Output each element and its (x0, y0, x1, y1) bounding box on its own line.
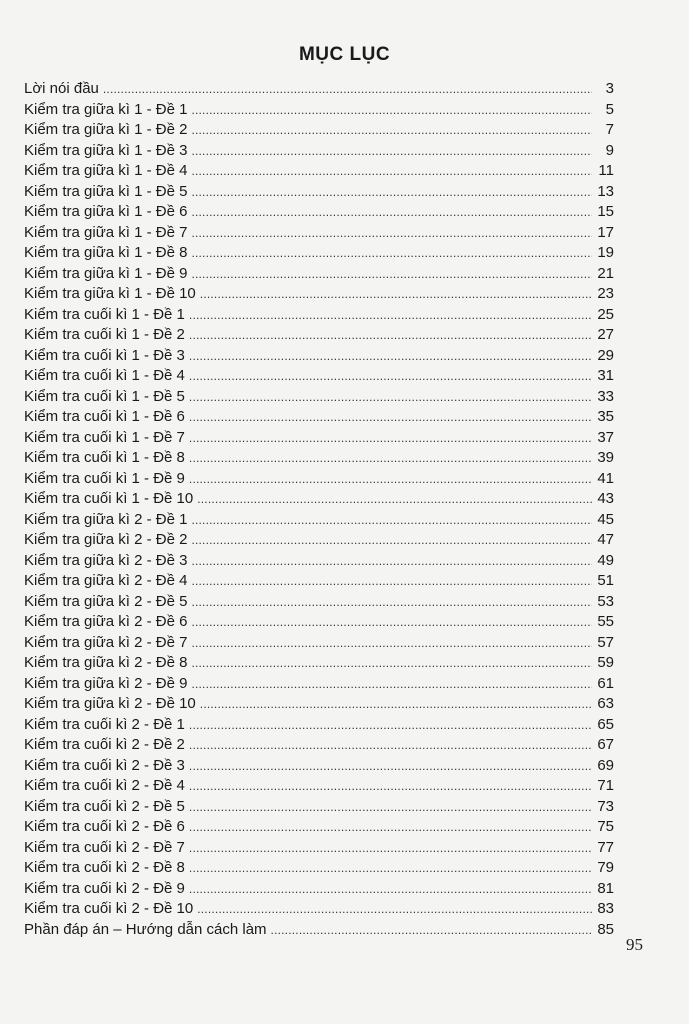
toc-entry (24, 182, 614, 203)
toc-entry-label: Kiểm tra cuối kì 2 - Đề 7 (24, 838, 185, 856)
toc-entry-label: Kiểm tra cuối kì 1 - Đề 5 (24, 387, 185, 405)
toc-entry-page: 77 (597, 838, 614, 856)
toc-entry-page: 25 (597, 305, 614, 323)
toc-entry-page: 85 (597, 920, 614, 938)
dot-leader (191, 202, 592, 223)
toc-entry-page: 3 (605, 80, 614, 97)
dot-leader (191, 510, 592, 531)
dot-leader (189, 428, 592, 449)
toc-entry-label: Kiểm tra giữa kì 2 - Đề 6 (24, 613, 188, 630)
table-of-contents (24, 79, 614, 940)
toc-entry-label: Kiểm tra cuối kì 1 - Đề 4 (24, 367, 185, 384)
toc-entry (24, 305, 614, 326)
toc-entry-label: Kiểm tra cuối kì 1 - Đề 10 (24, 490, 194, 507)
dot-leader (191, 653, 592, 674)
toc-entry (24, 920, 614, 941)
dot-leader (197, 489, 592, 510)
toc-entry (24, 817, 614, 838)
toc-entry-page: 5 (605, 100, 614, 118)
toc-entry (24, 551, 614, 572)
toc-entry (24, 797, 614, 818)
dot-leader (191, 243, 592, 264)
toc-entry-label: Kiểm tra cuối kì 2 - Đề 4 (24, 777, 185, 794)
toc-entry (24, 489, 614, 510)
toc-entry (24, 428, 614, 449)
toc-entry-page: 45 (597, 510, 614, 528)
toc-entry-label: Kiểm tra cuối kì 2 - Đề 9 (24, 879, 185, 897)
dot-leader (191, 674, 592, 695)
toc-entry-label: Kiểm tra giữa kì 2 - Đề 1 (24, 510, 188, 528)
toc-entry-page: 21 (597, 264, 614, 282)
toc-entry (24, 264, 614, 285)
toc-entry (24, 858, 614, 879)
toc-entry-label: Kiểm tra cuối kì 2 - Đề 3 (24, 756, 185, 774)
toc-entry-page: 69 (597, 756, 614, 774)
toc-entry-label: Kiểm tra cuối kì 2 - Đề 10 (24, 900, 194, 917)
toc-entry-label: Kiểm tra cuối kì 1 - Đề 6 (24, 408, 185, 425)
toc-entry-page: 13 (597, 182, 614, 200)
toc-entry (24, 653, 614, 674)
toc-entry-label: Kiểm tra giữa kì 2 - Đề 2 (24, 531, 188, 548)
dot-leader (189, 387, 592, 408)
toc-entry-label: Kiểm tra giữa kì 2 - Đề 4 (24, 572, 188, 589)
toc-entry-page: 37 (597, 428, 614, 446)
toc-entry (24, 510, 614, 531)
toc-entry-page: 67 (597, 736, 614, 753)
toc-entry (24, 571, 614, 592)
toc-entry (24, 448, 614, 469)
toc-entry (24, 161, 614, 182)
toc-entry-label: Kiểm tra giữa kì 1 - Đề 4 (24, 162, 188, 179)
toc-entry-label: Kiểm tra giữa kì 1 - Đề 5 (24, 182, 188, 200)
dot-leader (189, 448, 592, 469)
toc-entry (24, 612, 614, 633)
dot-leader (191, 633, 592, 654)
toc-entry-page: 23 (597, 285, 614, 302)
toc-entry-page: 39 (597, 449, 614, 466)
toc-entry-label: Kiểm tra giữa kì 2 - Đề 7 (24, 633, 188, 651)
dot-leader (189, 366, 592, 387)
toc-entry (24, 407, 614, 428)
toc-entry (24, 899, 614, 920)
toc-entry (24, 694, 614, 715)
toc-entry-page: 57 (597, 633, 614, 651)
toc-entry (24, 325, 614, 346)
toc-entry (24, 387, 614, 408)
toc-entry-page: 75 (597, 818, 614, 835)
toc-entry-page: 33 (597, 387, 614, 405)
toc-entry (24, 141, 614, 162)
dot-leader (189, 797, 592, 818)
toc-entry (24, 243, 614, 264)
toc-entry (24, 879, 614, 900)
toc-entry-label: Kiểm tra cuối kì 2 - Đề 8 (24, 859, 185, 876)
toc-entry-page: 27 (597, 326, 614, 343)
page-number: 95 (626, 935, 643, 954)
toc-entry-label: Kiểm tra giữa kì 2 - Đề 3 (24, 551, 188, 569)
toc-entry-page: 7 (605, 121, 614, 138)
toc-entry-page: 65 (597, 715, 614, 733)
toc-entry-label: Kiểm tra giữa kì 2 - Đề 9 (24, 674, 188, 692)
toc-entry (24, 469, 614, 490)
toc-entry-page: 29 (597, 346, 614, 364)
toc-entry-label: Kiểm tra giữa kì 1 - Đề 1 (24, 100, 188, 118)
toc-entry-page: 59 (597, 654, 614, 671)
toc-entry-page: 15 (597, 203, 614, 220)
toc-entry (24, 79, 614, 100)
toc-entry-page: 19 (597, 244, 614, 261)
toc-entry-page: 53 (597, 592, 614, 610)
toc-entry-page: 73 (597, 797, 614, 815)
dot-leader (189, 715, 592, 736)
toc-entry-label: Kiểm tra giữa kì 1 - Đề 6 (24, 203, 188, 220)
dot-leader (191, 182, 592, 203)
dot-leader (191, 551, 592, 572)
toc-entry-label: Kiểm tra cuối kì 2 - Đề 6 (24, 818, 185, 835)
dot-leader (191, 530, 592, 551)
toc-entry-page: 55 (597, 613, 614, 630)
dot-leader (191, 571, 592, 592)
toc-entry (24, 592, 614, 613)
dot-leader (197, 899, 592, 920)
toc-entry-page: 83 (597, 900, 614, 917)
dot-leader (200, 694, 592, 715)
dot-leader (191, 612, 592, 633)
dot-leader (271, 920, 592, 941)
toc-entry-page: 61 (597, 674, 614, 692)
toc-entry-label: Kiểm tra giữa kì 1 - Đề 7 (24, 223, 188, 241)
dot-leader (189, 346, 592, 367)
dot-leader (191, 161, 592, 182)
toc-entry-label: Kiểm tra cuối kì 1 - Đề 9 (24, 469, 185, 487)
toc-entry-page: 9 (605, 141, 614, 159)
dot-leader (189, 305, 592, 326)
toc-entry-page: 31 (597, 367, 614, 384)
dot-leader (200, 284, 592, 305)
toc-entry-label: Kiểm tra giữa kì 1 - Đề 9 (24, 264, 188, 282)
toc-entry-page: 47 (597, 531, 614, 548)
toc-entry-page: 17 (597, 223, 614, 241)
dot-leader (189, 858, 592, 879)
toc-entry-label: Kiểm tra cuối kì 2 - Đề 2 (24, 736, 185, 753)
toc-entry (24, 100, 614, 121)
toc-entry (24, 735, 614, 756)
toc-entry-label: Kiểm tra cuối kì 1 - Đề 7 (24, 428, 185, 446)
dot-leader (189, 756, 592, 777)
toc-entry-page: 49 (597, 551, 614, 569)
dot-leader (191, 141, 592, 162)
dot-leader (189, 776, 592, 797)
toc-entry-label: Kiểm tra giữa kì 1 - Đề 2 (24, 121, 188, 138)
toc-entry (24, 633, 614, 654)
dot-leader (191, 264, 592, 285)
dot-leader (191, 120, 592, 141)
toc-entry-label: Lời nói đầu (24, 80, 99, 97)
dot-leader (189, 735, 592, 756)
toc-entry-label: Kiểm tra giữa kì 2 - Đề 10 (24, 695, 196, 712)
toc-entry-label: Kiểm tra cuối kì 1 - Đề 8 (24, 449, 185, 466)
dot-leader (191, 100, 592, 121)
dot-leader (189, 879, 592, 900)
toc-entry-page: 51 (597, 572, 614, 589)
toc-entry-page: 35 (597, 408, 614, 425)
toc-entry-label: Kiểm tra giữa kì 1 - Đề 10 (24, 285, 196, 302)
toc-entry-label: Kiểm tra cuối kì 1 - Đề 3 (24, 346, 185, 364)
toc-entry-label: Phần đáp án – Hướng dẫn cách làm (24, 920, 267, 938)
toc-entry-label: Kiểm tra giữa kì 2 - Đề 8 (24, 654, 188, 671)
toc-entry (24, 366, 614, 387)
toc-entry-page: 43 (597, 490, 614, 507)
toc-entry-label: Kiểm tra giữa kì 1 - Đề 3 (24, 141, 188, 159)
toc-entry (24, 223, 614, 244)
toc-entry-label: Kiểm tra cuối kì 1 - Đề 2 (24, 326, 185, 343)
toc-entry-page: 79 (597, 859, 614, 876)
dot-leader (189, 469, 592, 490)
toc-entry-page: 41 (597, 469, 614, 487)
dot-leader (191, 223, 592, 244)
toc-entry-page: 81 (597, 879, 614, 897)
dot-leader (189, 325, 592, 346)
toc-entry-label: Kiểm tra giữa kì 1 - Đề 8 (24, 244, 188, 261)
dot-leader (189, 817, 592, 838)
toc-entry (24, 120, 614, 141)
toc-entry-label: Kiểm tra cuối kì 2 - Đề 5 (24, 797, 185, 815)
toc-entry (24, 674, 614, 695)
toc-entry (24, 838, 614, 859)
dot-leader (189, 407, 592, 428)
toc-entry-page: 63 (597, 695, 614, 712)
page-title: MỤC LỤC (298, 44, 391, 65)
toc-entry (24, 530, 614, 551)
toc-entry (24, 346, 614, 367)
toc-entry (24, 776, 614, 797)
toc-entry (24, 284, 614, 305)
toc-entry-page: 71 (597, 777, 614, 794)
toc-entry-page: 11 (598, 162, 614, 179)
toc-entry-label: Kiểm tra cuối kì 1 - Đề 1 (24, 305, 185, 323)
toc-entry (24, 756, 614, 777)
dot-leader (189, 838, 592, 859)
toc-entry-label: Kiểm tra giữa kì 2 - Đề 5 (24, 592, 188, 610)
dot-leader (191, 592, 592, 613)
toc-entry (24, 715, 614, 736)
toc-entry (24, 202, 614, 223)
dot-leader (103, 79, 592, 100)
toc-entry-label: Kiểm tra cuối kì 2 - Đề 1 (24, 715, 185, 733)
